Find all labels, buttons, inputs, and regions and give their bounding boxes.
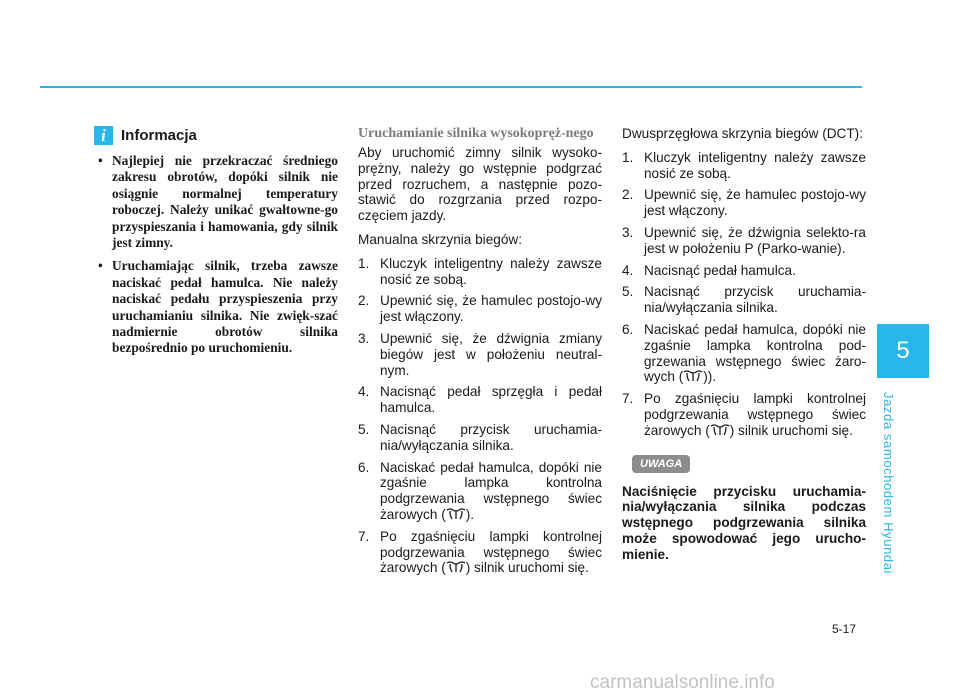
step-text: Nacisnąć przycisk uruchamia-nia/wyłączania silnika. bbox=[644, 284, 866, 316]
step-text: Kluczyk inteligentny należy zawsze nosić ze sobą. bbox=[644, 149, 866, 181]
step-number: 3. bbox=[358, 330, 370, 346]
warning-badge: UWAGA bbox=[632, 455, 690, 473]
section-intro: Aby uruchomić zimny silnik wysoko-prężny, należy go wstępnie podgrzać przed rozruchem, a następnie pozo-stawić do rozgrzania przed rozpo-częciem jazdy. bbox=[358, 145, 602, 224]
info-bullet: • Uruchamiając silnik, trzeba zawsze naciskać pedał hamulca. Nie należy naciskać pedału przyspieszenia przy uruchamianiu silnika. Nie zwięk-szać nadmiernie obrotów silnika bezpośrednio po uruchomieniu. bbox=[94, 258, 338, 356]
step-text-end: ) silnik uruchomi się. bbox=[729, 422, 853, 438]
step-item bbox=[622, 391, 866, 438]
step-text: Nacisnąć przycisk uruchamia-nia/wyłączania silnika. bbox=[380, 421, 602, 453]
step-number: 5. bbox=[622, 284, 634, 300]
step-number: 6. bbox=[622, 321, 634, 337]
glow-plug-indicator-icon bbox=[446, 561, 466, 573]
step-number: 4. bbox=[622, 262, 634, 278]
info-title: Informacja bbox=[121, 127, 197, 144]
dct-section bbox=[622, 126, 866, 563]
step-number: 5. bbox=[358, 421, 370, 437]
section-title: Uruchamianie silnika wysokopręż-nego bbox=[358, 126, 594, 141]
info-bullets bbox=[94, 153, 338, 357]
diesel-section bbox=[358, 126, 602, 582]
glow-plug-indicator-icon bbox=[710, 424, 730, 436]
step-item bbox=[622, 284, 866, 316]
info-box bbox=[94, 126, 338, 364]
step-item bbox=[358, 529, 602, 576]
warning-text: Naciśnięcie przycisku uruchamia-nia/wyłączania silnika podczas wstępnego podgrzewania silnika może spowodować jego urucho-mienie. bbox=[622, 483, 866, 562]
step-number: 2. bbox=[358, 293, 370, 309]
chapter-title: Jazda samochodem Hyundai bbox=[881, 392, 896, 575]
step-text: Upewnić się, że dźwignia zmiany biegów jest w położeniu neutral-nym. bbox=[380, 330, 602, 378]
step-item bbox=[622, 187, 866, 219]
step-text: Naciskać pedał hamulca, dopóki nie zgaśnie lampka kontrolna pod-grzewania wstępnego świec żaro-wych ( bbox=[644, 321, 866, 385]
info-icon: i bbox=[94, 126, 113, 145]
watermark: carmanualsonline.info bbox=[590, 672, 775, 693]
step-text: Nacisnąć pedał sprzęgła i pedał hamulca. bbox=[380, 384, 602, 416]
dct-label: Dwusprzęgłowa skrzynia biegów (DCT): bbox=[622, 126, 863, 141]
info-heading bbox=[94, 126, 338, 145]
step-item bbox=[358, 293, 602, 325]
glow-plug-indicator-icon bbox=[683, 370, 703, 382]
step-item bbox=[358, 422, 602, 454]
manual-label: Manualna skrzynia biegów: bbox=[358, 231, 522, 247]
step-item bbox=[358, 460, 602, 523]
step-number: 7. bbox=[622, 391, 634, 407]
step-text: Nacisnąć pedał hamulca. bbox=[644, 262, 796, 278]
step-number: 7. bbox=[358, 528, 370, 544]
step-number: 1. bbox=[358, 255, 370, 271]
step-item bbox=[358, 331, 602, 378]
step-item bbox=[622, 322, 866, 385]
step-item bbox=[358, 384, 602, 416]
step-item bbox=[358, 256, 602, 288]
page-number: 5-17 bbox=[832, 622, 857, 636]
step-text: Kluczyk inteligentny należy zawsze nosić ze sobą. bbox=[380, 255, 602, 287]
glow-plug-indicator-icon bbox=[446, 508, 466, 520]
step-text: Po zgaśnięciu lampki kontrolnej podgrzewania wstępnego świec żarowych ( bbox=[380, 528, 602, 576]
step-number: 2. bbox=[622, 187, 634, 203]
chapter-tab[interactable]: 5 bbox=[877, 324, 929, 378]
step-text-end: ) silnik uruchomi się. bbox=[465, 560, 589, 576]
step-number: 6. bbox=[358, 459, 370, 475]
step-text: Upewnić się, że hamulec postojo-wy jest włączony. bbox=[380, 293, 602, 325]
dct-steps bbox=[622, 150, 866, 439]
step-text-end: )). bbox=[703, 369, 717, 385]
manual-steps bbox=[358, 256, 602, 576]
header-rule bbox=[40, 86, 862, 88]
step-item bbox=[622, 150, 866, 182]
step-number: 4. bbox=[358, 384, 370, 400]
step-number: 3. bbox=[622, 224, 634, 240]
step-text: Naciskać pedał hamulca, dopóki nie zgaśnie lampka kontrolna podgrzewania wstępnego świec żarowych ( bbox=[380, 459, 602, 522]
step-number: 1. bbox=[622, 149, 634, 165]
step-text: Upewnić się, że dźwignia selekto-ra jest w położeniu P (Parko-wanie). bbox=[644, 224, 866, 256]
step-item bbox=[622, 225, 866, 257]
step-text: Upewnić się, że hamulec postojo-wy jest włączony. bbox=[644, 187, 866, 219]
step-item bbox=[622, 263, 866, 279]
info-bullet: • Najlepiej nie przekraczać średniego zakresu obrotów, dopóki silnik nie osiągnie normalnej temperatury roboczej. Należy unikać gwałtowne-go przyspieszania i hamowania, gdy silnik jest zimny. bbox=[94, 153, 338, 251]
step-text-end: ). bbox=[465, 506, 475, 522]
step-text: Po zgaśnięciu lampki kontrolnej podgrzewania wstępnego świec żarowych ( bbox=[644, 391, 866, 438]
